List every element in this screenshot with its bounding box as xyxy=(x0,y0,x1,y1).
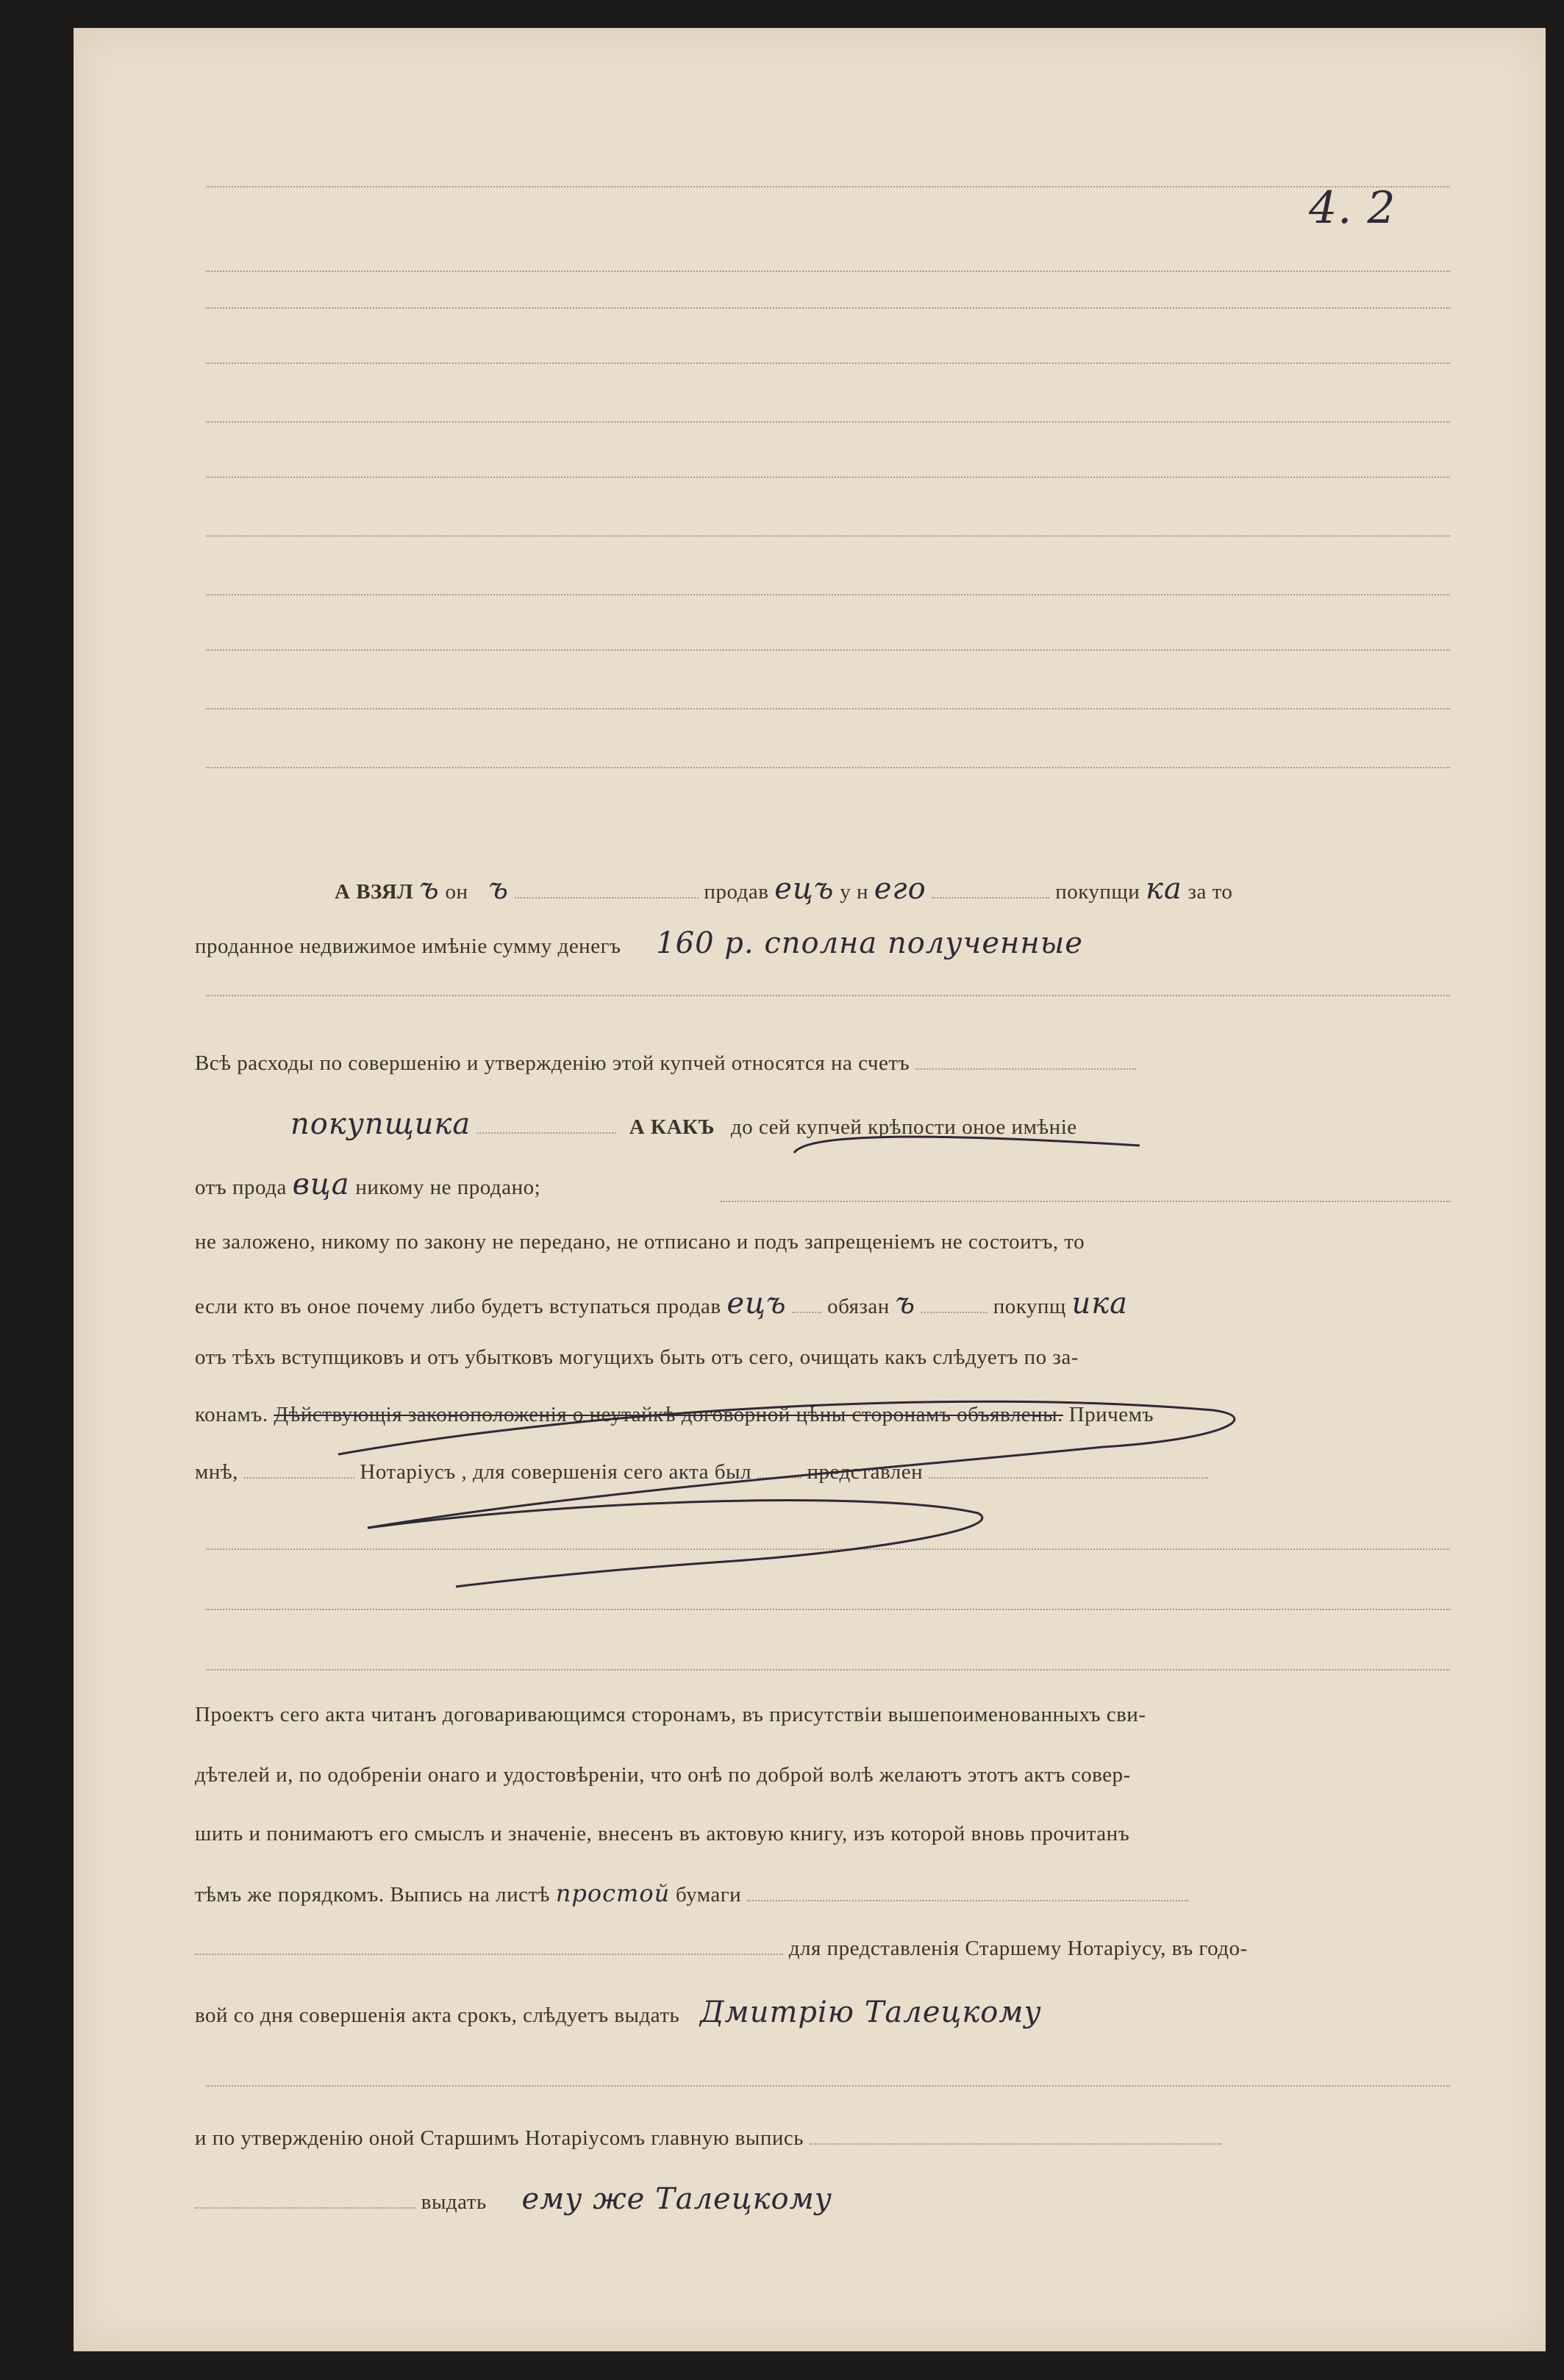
ruled-line xyxy=(206,649,1450,651)
text-line: дѣтелей и, по одобреніи онаго и удостовѣреніи, что онѣ по доброй волѣ желаютъ этотъ актъ совер- xyxy=(195,1763,1131,1787)
ruled-line xyxy=(206,995,1450,996)
text-line: А ВЗЯЛ ъ он ъ продав ецъ у н его покупщи ка за то xyxy=(335,872,1233,906)
text-line: не заложено, никому по закону не передано, не отписано и подъ запрещеніемъ не состоитъ, то xyxy=(195,1230,1085,1254)
struck-clause: Дѣйствующія законоположенія о неутайкѣ договорной цѣны сторонамъ объявлены. xyxy=(274,1403,1063,1426)
text-line: отъ тѣхъ вступщиковъ и отъ убытковъ могущихъ быть отъ сего, очищать какъ слѣдуетъ по за- xyxy=(195,1346,1079,1369)
ruled-line xyxy=(206,1609,1450,1610)
ruled-line xyxy=(206,307,1450,309)
ruled-line xyxy=(721,1201,1450,1202)
document-page xyxy=(74,28,1546,2351)
ruled-line xyxy=(206,708,1450,710)
text-line: и по утвержденію оной Старшимъ Нотаріусомъ главную выпись xyxy=(195,2126,1406,2151)
folio-number: 4. 2 xyxy=(1309,182,1396,234)
text-line: мнѣ, Нотаріусъ , для совершенія сего акта был представлен xyxy=(195,1460,1406,1484)
text-line: если кто въ оное почему либо будетъ вступаться продав ецъ обязан ъ покупщ ика xyxy=(195,1287,1129,1321)
text-line: тѣмъ же порядкомъ. Выпись на листѣ простой бумаги xyxy=(195,1879,1406,1907)
text-line: вой со дня совершенія акта срокъ, слѣдуетъ выдать Дмитрію Талецкому xyxy=(195,1995,1042,2029)
ruled-line xyxy=(206,2085,1450,2087)
text-line: шить и понимаютъ его смыслъ и значеніе, внесенъ въ актовую книгу, изъ которой вновь прочитанъ xyxy=(195,1822,1130,1845)
text-line: проданное недвижимое имѣніе сумму денегъ 160 р. сполна полученные xyxy=(195,926,1083,960)
text-line: отъ прода вца никому не продано; xyxy=(195,1168,541,1201)
flourish-stroke xyxy=(368,1501,982,1587)
text-line: выдать ему же Талецкому xyxy=(195,2182,1406,2216)
ruled-line xyxy=(206,594,1450,596)
text-line: конамъ. Дѣйствующія законоположенія о неутайкѣ договорной цѣны сторонамъ объявлены. Причемъ xyxy=(195,1403,1154,1426)
text-line: для представленія Старшему Нотаріусу, въ годо- xyxy=(195,1937,1406,1961)
ruled-line xyxy=(206,421,1450,423)
text-line: Проектъ сего акта читанъ договаривающимся сторонамъ, въ присутствіи вышепоименованныхъ сви- xyxy=(195,1703,1146,1726)
ruled-line xyxy=(206,362,1450,364)
ruled-line xyxy=(206,535,1450,537)
ruled-line xyxy=(206,186,1450,187)
ruled-line xyxy=(206,476,1450,478)
ruled-line xyxy=(206,1548,1450,1550)
ruled-line xyxy=(206,1669,1450,1670)
ruled-line xyxy=(206,271,1450,272)
ruled-line xyxy=(206,767,1450,768)
text-line: покупщика А КАКЪ до сей купчей крѣпости оное имѣніе xyxy=(290,1107,1077,1141)
text-line: Всѣ расходы по совершенію и утвержденію этой купчей относятся на счетъ xyxy=(195,1051,1406,1076)
